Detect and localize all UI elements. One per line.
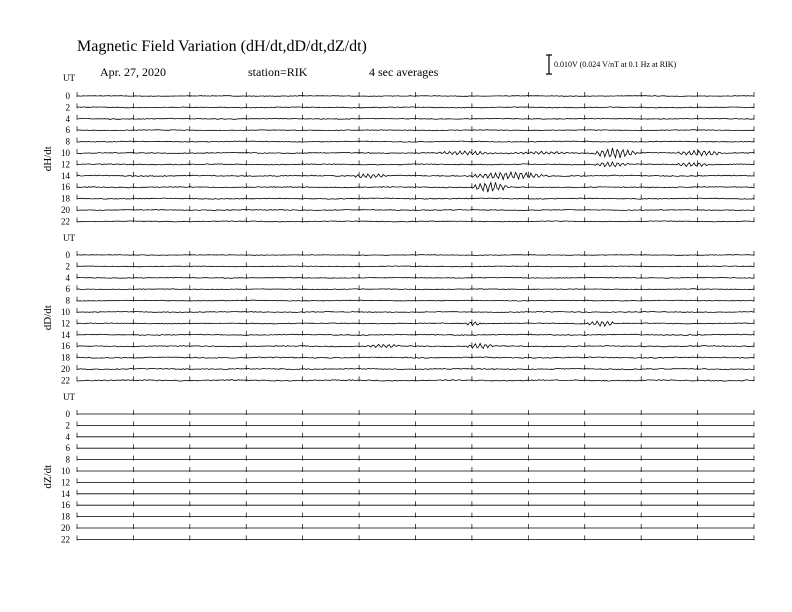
row-label: 20 xyxy=(61,523,70,533)
panel-dh-dt xyxy=(42,73,754,226)
row-label: 16 xyxy=(61,341,70,352)
row-label: 0 xyxy=(65,250,70,260)
row-label: 0 xyxy=(65,409,70,419)
scale-bar xyxy=(546,55,552,74)
row-label: 18 xyxy=(61,352,70,363)
row-label: 12 xyxy=(61,318,70,329)
date-label: Apr. 27, 2020 xyxy=(100,65,166,79)
panel-ylabel: dZ/dt xyxy=(42,464,54,489)
row-label: 8 xyxy=(65,295,70,306)
row-label: 4 xyxy=(65,272,70,283)
row-label: 20 xyxy=(61,364,70,374)
row-label: 6 xyxy=(65,125,70,136)
row-label: 22 xyxy=(61,375,70,386)
row-label: 14 xyxy=(61,170,70,181)
ut-axis-label: UT xyxy=(63,233,75,243)
row-label: 10 xyxy=(61,307,70,317)
row-label: 2 xyxy=(65,102,70,113)
row-label: 14 xyxy=(61,329,70,340)
row-label: 0 xyxy=(65,91,70,101)
panel-ylabel: dD/dt xyxy=(42,305,54,331)
row-label: 8 xyxy=(65,136,70,147)
row-label: 6 xyxy=(65,443,70,454)
row-label: 12 xyxy=(61,477,70,488)
row-label: 2 xyxy=(65,261,70,272)
panel-dd-dt xyxy=(42,233,754,385)
row-label: 8 xyxy=(65,454,70,465)
trace-line xyxy=(77,221,754,222)
row-label: 10 xyxy=(61,466,70,476)
row-label: 22 xyxy=(61,534,70,545)
scale-label: 0.010V (0.024 V/nT at 0.1 Hz at RIK) xyxy=(554,60,677,69)
row-label: 16 xyxy=(61,500,70,511)
row-label: 10 xyxy=(61,148,70,158)
row-label: 20 xyxy=(61,205,70,215)
row-label: 16 xyxy=(61,182,70,193)
row-label: 4 xyxy=(65,431,70,442)
row-label: 14 xyxy=(61,488,70,499)
trace-line xyxy=(77,255,754,256)
station-label: station=RIK xyxy=(248,65,308,79)
panel-ylabel: dH/dt xyxy=(42,146,54,172)
row-label: 18 xyxy=(61,511,70,522)
panel-dz-dt xyxy=(42,392,754,544)
row-label: 4 xyxy=(65,113,70,124)
trace-line xyxy=(77,96,754,97)
ut-axis-label: UT xyxy=(63,392,75,402)
row-label: 6 xyxy=(65,284,70,295)
row-label: 22 xyxy=(61,216,70,227)
row-label: 12 xyxy=(61,159,70,170)
row-label: 18 xyxy=(61,193,70,204)
chart-title: Magnetic Field Variation (dH/dt,dD/dt,dZ/dt) xyxy=(77,38,367,55)
averaging-label: 4 sec averages xyxy=(369,65,439,79)
ut-axis-label: UT xyxy=(63,73,75,83)
row-label: 2 xyxy=(65,420,70,431)
